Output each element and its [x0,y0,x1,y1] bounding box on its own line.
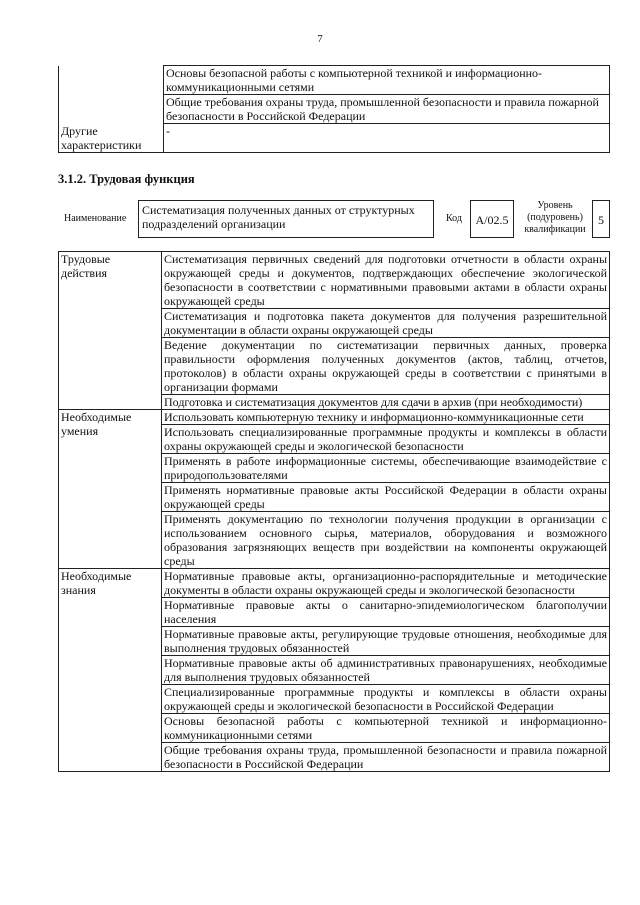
table-row [59,95,610,124]
table-row [59,410,610,425]
function-name: Систематизация полученных данных от структурных подразделений организации [138,200,434,238]
row-text: Основы безопасной работы с компьютерной техникой и информационно-коммуникационными сетями [164,66,610,95]
row-label: Другие характеристики [59,124,164,153]
group-item: Подготовка и систематизация документов для сдачи в архив (при необходимости) [162,395,610,410]
group-item: Общие требования охраны труда, промышленной безопасности и правила пожарной безопасности в Российской Федерации [162,743,610,772]
row-text: Общие требования охраны труда, промышленной безопасности и правила пожарной безопасности в Российской Федерации [164,95,610,124]
name-label: Наименование [64,213,127,224]
group-item: Нормативные правовые акты об административных правонарушениях, необходимые для выполнения трудовых обязанностей [162,656,610,685]
group-item: Систематизация первичных сведений для подготовки отчетности в области охраны окружающей среды и документов, подтверждающих обеспечение экологической безопасности в соответствии с нормативными правовыми актами в области охраны окружающей среды [162,252,610,309]
table-row [59,66,610,95]
table-row [59,124,610,153]
group-item: Нормативные правовые акты, организационно-распорядительные и методические документы в области охраны окружающей среды и экологической безопасности [162,569,610,598]
group-label: Трудовые действия [59,252,162,410]
code-label: Код [446,213,462,224]
section-heading: 3.1.2. Трудовая функция [58,172,195,186]
page-number: 7 [317,33,323,45]
row-label [59,95,164,124]
row-label [59,66,164,95]
group-item: Нормативные правовые акты о санитарно-эпидемиологическом благополучии населения [162,598,610,627]
table-row [59,569,610,598]
function-header [58,200,610,240]
group-item: Использовать компьютерную технику и информационно-коммуникационные сети [162,410,610,425]
group-item: Использовать специализированные программные продукты и комплексы в области охраны окружающей среды и экологической безопасности [162,425,610,454]
group-item: Применять в работе информационные системы, обеспечивающие взаимодействие с природопользователями [162,454,610,483]
group-item: Нормативные правовые акты, регулирующие трудовые отношения, необходимые для выполнения трудовых обязанностей [162,627,610,656]
function-code: A/02.5 [470,200,514,238]
continuation-table [58,65,610,153]
group-item: Специализированные программные продукты и комплексы в области охраны окружающей среды и экологической безопасности в Российской Федерации [162,685,610,714]
table-row [59,252,610,309]
row-text: - [164,124,610,153]
group-item: Основы безопасной работы с компьютерной техникой и информационно-коммуникационными сетями [162,714,610,743]
group-label: Необходимые умения [59,410,162,569]
group-item: Применять документацию по технологии получения продукции в организации с использованием основного сырья, материалов, оборудования и возможного образования загрязняющих веществ при воздействии на компоненты окружающей среды [162,512,610,569]
group-item: Ведение документации по систематизации первичных данных, проверка правильности оформления полученных документов (актов, таблиц, отчетов, протоколов) в области охраны окружающей среды в соответствии с принятыми в организации формами [162,338,610,395]
qualification-level: 5 [592,200,610,238]
group-item: Применять нормативные правовые акты Российской Федерации в области охраны окружающей среды [162,483,610,512]
function-details-table [58,251,610,772]
group-label: Необходимые знания [59,569,162,772]
group-item: Систематизация и подготовка пакета документов для получения разрешительной документации в области охраны окружающей среды [162,309,610,338]
level-label: Уровень (подуровень) квалификации [524,200,586,235]
